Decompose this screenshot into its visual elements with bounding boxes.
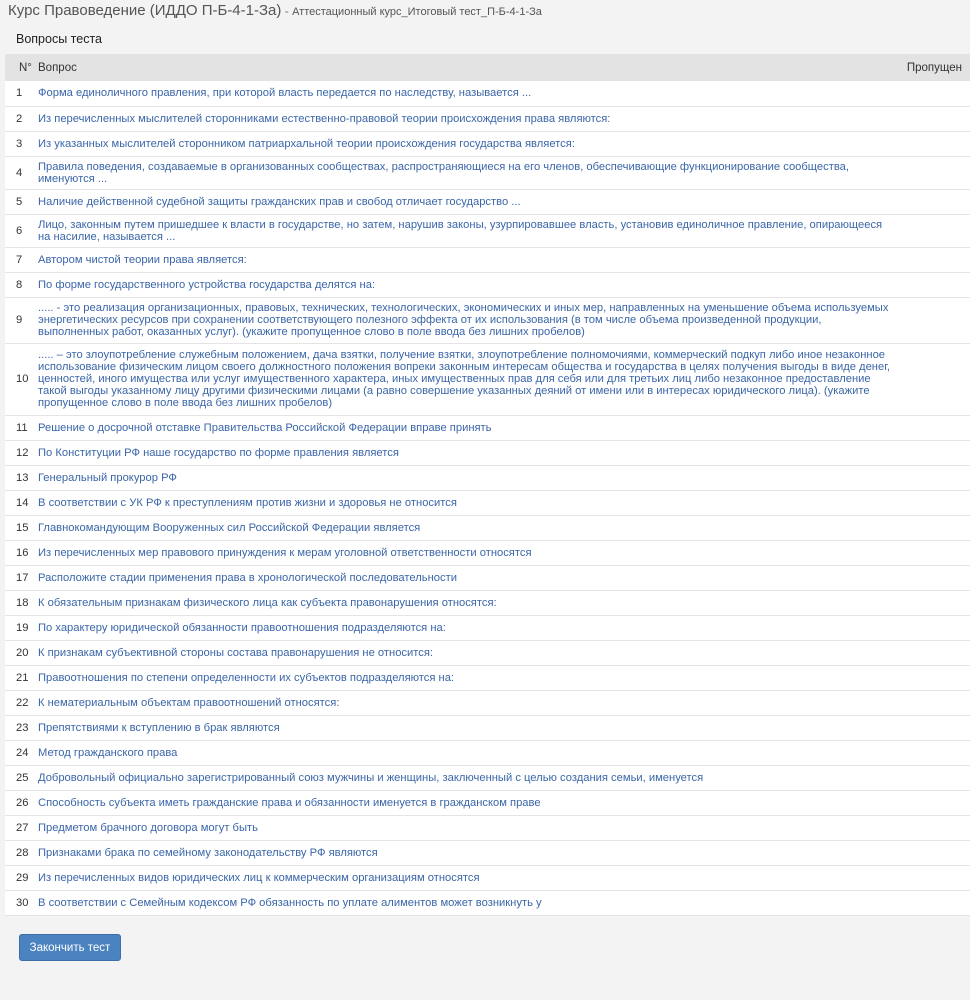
table-row [5, 156, 970, 189]
question-number: 8 [5, 272, 38, 297]
question-number: 9 [5, 297, 38, 343]
skipped-cell [902, 343, 970, 415]
skipped-cell [902, 297, 970, 343]
question-link[interactable]: Метод гражданского права [38, 740, 902, 765]
skipped-cell [902, 640, 970, 665]
question-link[interactable]: Признаками брака по семейному законодательству РФ являются [38, 840, 902, 865]
question-link[interactable]: ..... - это реализация организационных, правовых, технических, технологических, экономических и иных мер, направленных на уменьшение объема используемых энергетических ресурсов при сохранении соответствующего полезного эффекта от их использования (в том числе объема произведенной продукции, выполненных работ, оказанных услуг). (укажите пропущенное слово в поле ввода без лишних пробелов) [38, 297, 902, 343]
column-header-question: Вопрос [38, 54, 902, 81]
skipped-cell [902, 790, 970, 815]
question-number: 1 [5, 81, 38, 106]
table-row [5, 247, 970, 272]
table-row [5, 665, 970, 690]
question-link[interactable]: По форме государственного устройства государства делятся на: [38, 272, 902, 297]
title-separator: - [281, 4, 293, 18]
skipped-cell [902, 565, 970, 590]
question-link[interactable]: Предметом брачного договора могут быть [38, 815, 902, 840]
table-row [5, 131, 970, 156]
questions-body [5, 81, 970, 915]
table-row [5, 540, 970, 565]
table-row [5, 81, 970, 106]
question-number: 12 [5, 440, 38, 465]
finish-test-button[interactable]: Закончить тест [19, 934, 121, 961]
table-row [5, 440, 970, 465]
table-row [5, 565, 970, 590]
question-number: 16 [5, 540, 38, 565]
question-link[interactable]: Правоотношения по степени определенности их субъектов подразделяются на: [38, 665, 902, 690]
table-header-row [5, 54, 970, 81]
table-row [5, 790, 970, 815]
table-row [5, 465, 970, 490]
skipped-cell [902, 540, 970, 565]
question-number: 2 [5, 106, 38, 131]
question-number: 23 [5, 715, 38, 740]
table-row [5, 415, 970, 440]
question-number: 18 [5, 590, 38, 615]
skipped-cell [902, 131, 970, 156]
skipped-cell [902, 665, 970, 690]
skipped-cell [902, 865, 970, 890]
question-number: 26 [5, 790, 38, 815]
skipped-cell [902, 81, 970, 106]
section-title: Вопросы теста [16, 32, 102, 46]
skipped-cell [902, 590, 970, 615]
table-row [5, 740, 970, 765]
question-number: 11 [5, 415, 38, 440]
table-row [5, 890, 970, 915]
table-row [5, 865, 970, 890]
question-link[interactable]: Форма единоличного правления, при которой власть передается по наследству, называется ... [38, 81, 902, 106]
skipped-cell [902, 490, 970, 515]
skipped-cell [902, 715, 970, 740]
question-number: 20 [5, 640, 38, 665]
question-link[interactable]: Наличие действенной судебной защиты гражданских прав и свобод отличает государство ... [38, 189, 902, 214]
skipped-cell [902, 440, 970, 465]
skipped-cell [902, 415, 970, 440]
skipped-cell [902, 840, 970, 865]
question-link[interactable]: Правила поведения, создаваемые в организованных сообществах, распространяющиеся на его членов, обеспечивающие функционирование сообщества, именуются ... [38, 156, 902, 189]
question-link[interactable]: В соответствии с УК РФ к преступлениям против жизни и здоровья не относится [38, 490, 902, 515]
table-row [5, 189, 970, 214]
question-link[interactable]: К обязательным признакам физического лица как субъекта правонарушения относятся: [38, 590, 902, 615]
table-row [5, 272, 970, 297]
skipped-cell [902, 765, 970, 790]
question-number: 24 [5, 740, 38, 765]
skipped-cell [902, 189, 970, 214]
skipped-cell [902, 690, 970, 715]
column-header-number: N° [5, 54, 38, 81]
questions-table [5, 54, 970, 916]
table-row [5, 640, 970, 665]
question-number: 4 [5, 156, 38, 189]
column-header-skipped: Пропущен [902, 54, 970, 81]
question-number: 15 [5, 515, 38, 540]
skipped-cell [902, 214, 970, 247]
question-link[interactable]: В соответствии с Семейным кодексом РФ обязанность по уплате алиментов может возникнуть у [38, 890, 902, 915]
question-link[interactable]: ..... – это злоупотребление служебным положением, дача взятки, получение взятки, злоупотребление полномочиями, коммерческий подкуп либо иное незаконное использование физическим лицом своего должностного положения вопреки законным интересам общества и государства в целях получения выгоды в виде денег, ценностей, иного имущества или услуг имущественного характера, иных имущественных прав для себя или для третьих лиц либо незаконное предоставление такой выгоды указанному лицу другими физическими лицами (а равно совершение указанных деяний от имени или в интересах юридического лица). (укажите пропущенное слово в поле ввода без лишних пробелов) [38, 343, 902, 415]
question-number: 3 [5, 131, 38, 156]
question-link[interactable]: Решение о досрочной отставке Правительства Российской Федерации вправе принять [38, 415, 902, 440]
question-number: 28 [5, 840, 38, 865]
table-row [5, 214, 970, 247]
table-row [5, 840, 970, 865]
question-number: 30 [5, 890, 38, 915]
question-link[interactable]: Лицо, законным путем пришедшее к власти в государстве, но затем, нарушив законы, узурпировавшее власть, установив единоличное правление, опирающееся на насилие, называется ... [38, 214, 902, 247]
course-subtitle: Аттестационный курс_Итоговый тест_П-Б-4-1-За [292, 6, 542, 18]
table-row [5, 490, 970, 515]
question-link[interactable]: Способность субъекта иметь гражданские права и обязанности именуется в гражданском праве [38, 790, 902, 815]
question-number: 21 [5, 665, 38, 690]
table-row [5, 590, 970, 615]
question-number: 29 [5, 865, 38, 890]
question-number: 27 [5, 815, 38, 840]
question-number: 22 [5, 690, 38, 715]
question-number: 25 [5, 765, 38, 790]
table-row [5, 297, 970, 343]
skipped-cell [902, 247, 970, 272]
question-link[interactable]: Добровольный официально зарегистрированный союз мужчины и женщины, заключенный с целью создания семьи, именуется [38, 765, 902, 790]
skipped-cell [902, 740, 970, 765]
skipped-cell [902, 156, 970, 189]
table-row [5, 343, 970, 415]
question-link[interactable]: Препятствиями к вступлению в брак являются [38, 715, 902, 740]
table-row [5, 515, 970, 540]
page-header [0, 0, 970, 24]
table-row [5, 815, 970, 840]
table-row [5, 615, 970, 640]
skipped-cell [902, 815, 970, 840]
course-title: Курс Правоведение (ИДДО П-Б-4-1-За) [8, 2, 282, 19]
table-row [5, 690, 970, 715]
question-link[interactable]: По Конституции РФ наше государство по форме правления является [38, 440, 902, 465]
question-link[interactable]: Генеральный прокурор РФ [38, 465, 902, 490]
question-link[interactable]: Главнокомандующим Вооруженных сил Российской Федерации является [38, 515, 902, 540]
question-number: 14 [5, 490, 38, 515]
skipped-cell [902, 515, 970, 540]
table-row [5, 106, 970, 131]
question-link[interactable]: Из перечисленных мыслителей сторонниками естественно-правовой теории происхождения права являются: [38, 106, 902, 131]
question-number: 19 [5, 615, 38, 640]
question-link[interactable]: Из указанных мыслителей сторонником патриархальной теории происхождения государства является: [38, 131, 902, 156]
question-number: 6 [5, 214, 38, 247]
question-number: 13 [5, 465, 38, 490]
question-link[interactable]: Из перечисленных мер правового принуждения к мерам уголовной ответственности относятся [38, 540, 902, 565]
question-link[interactable]: Из перечисленных видов юридических лиц к коммерческим организациям относятся [38, 865, 902, 890]
skipped-cell [902, 890, 970, 915]
question-number: 7 [5, 247, 38, 272]
question-number: 5 [5, 189, 38, 214]
table-row [5, 715, 970, 740]
skipped-cell [902, 465, 970, 490]
question-link[interactable]: По характеру юридической обязанности правоотношения подразделяются на: [38, 615, 902, 640]
skipped-cell [902, 272, 970, 297]
question-link[interactable]: К признакам субъективной стороны состава правонарушения не относится: [38, 640, 902, 665]
skipped-cell [902, 106, 970, 131]
question-link[interactable]: Автором чистой теории права является: [38, 247, 902, 272]
table-row [5, 765, 970, 790]
question-link[interactable]: К нематериальным объектам правоотношений относятся: [38, 690, 902, 715]
question-number: 10 [5, 343, 38, 415]
question-link[interactable]: Расположите стадии применения права в хронологической последовательности [38, 565, 902, 590]
question-number: 17 [5, 565, 38, 590]
skipped-cell [902, 615, 970, 640]
